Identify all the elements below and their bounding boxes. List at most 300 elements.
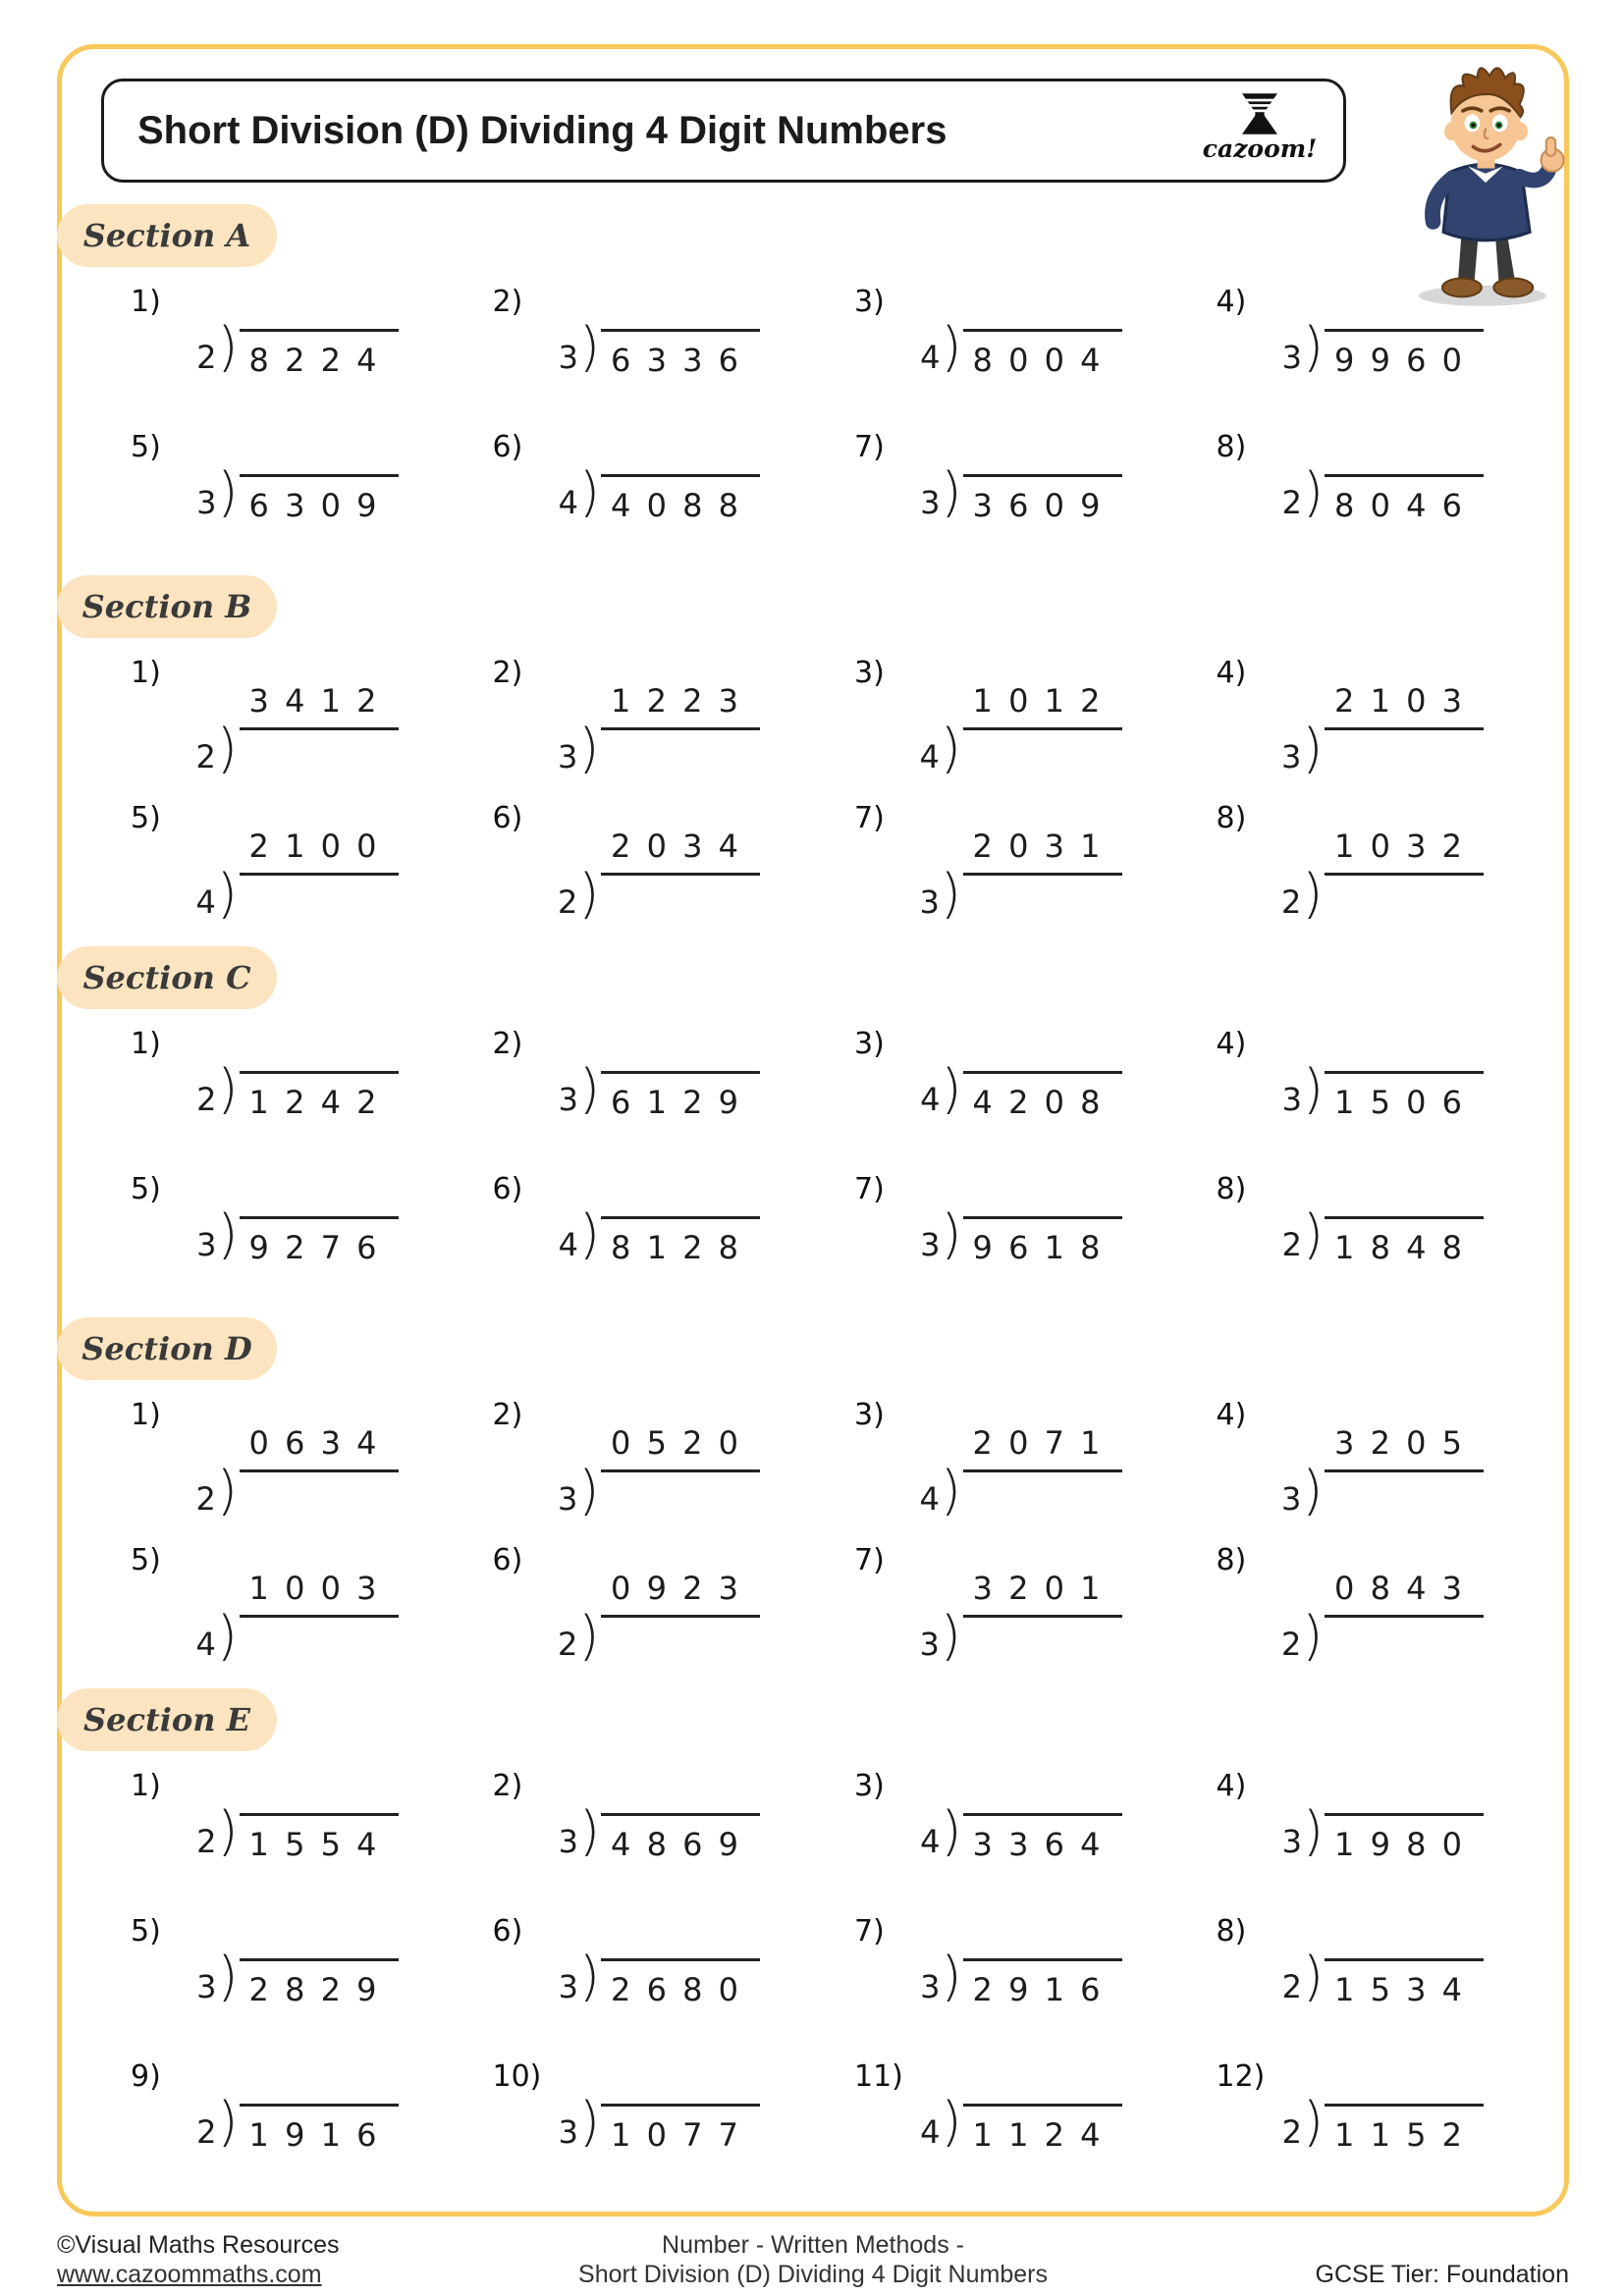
answer-space bbox=[600, 1618, 753, 1665]
division-bracket: ) bbox=[216, 1460, 238, 1522]
division-problem bbox=[91, 801, 454, 925]
division-problem bbox=[454, 656, 816, 779]
dividend: 1 5 5 4 bbox=[248, 1826, 377, 1863]
short-division bbox=[196, 682, 399, 777]
division-problem bbox=[91, 1398, 454, 1522]
problem-number: 8) bbox=[1216, 1543, 1247, 1577]
dividend-area bbox=[240, 1071, 399, 1121]
division-bracket: ) bbox=[1302, 1605, 1324, 1667]
problem-number: 3) bbox=[854, 1769, 885, 1803]
dividend: 3 6 0 9 bbox=[972, 487, 1101, 524]
quotient-row bbox=[601, 1424, 760, 1472]
quotient: 3 2 0 5 bbox=[1334, 1424, 1462, 1462]
dividend-area bbox=[240, 1813, 399, 1863]
divisor: 3 bbox=[1281, 1480, 1302, 1518]
problem-number: 5) bbox=[131, 1543, 161, 1577]
short-division bbox=[196, 1203, 398, 1266]
division-problem bbox=[454, 1398, 816, 1522]
division-bracket: ) bbox=[1302, 863, 1324, 925]
sections-container bbox=[62, 204, 1564, 2183]
division-bracket: ) bbox=[578, 1946, 601, 2007]
answer-space bbox=[239, 730, 392, 777]
problem-number: 1) bbox=[131, 656, 161, 690]
short-division bbox=[920, 828, 1122, 923]
problem-number: 1) bbox=[131, 1027, 161, 1061]
division-problem bbox=[91, 1769, 454, 1893]
division-problem bbox=[815, 1027, 1177, 1150]
division-bracket: ) bbox=[217, 2091, 239, 2153]
worksheet-title-box bbox=[101, 79, 1346, 183]
dividend: 6 1 2 9 bbox=[611, 1084, 738, 1121]
short-division bbox=[1281, 828, 1484, 923]
dividend-area bbox=[601, 2104, 760, 2154]
division-problem bbox=[815, 656, 1177, 779]
division-problem bbox=[1177, 656, 1540, 779]
dividend-area bbox=[240, 1216, 399, 1266]
division-bracket: ) bbox=[941, 2091, 962, 2153]
problem-number: 2) bbox=[492, 1769, 523, 1803]
dividend-area bbox=[240, 1958, 399, 2008]
problem-number: 6) bbox=[492, 1914, 523, 1949]
section-title: Section D bbox=[81, 1330, 252, 1367]
answer-space bbox=[600, 730, 753, 777]
page-title: Short Division (D) Dividing 4 Digit Numbers bbox=[137, 109, 947, 152]
problem-number: 4) bbox=[1216, 1398, 1247, 1432]
division-bracket: ) bbox=[941, 316, 962, 378]
quotient-row bbox=[240, 682, 399, 730]
worksheet-section bbox=[62, 575, 1564, 925]
divisor: 3 bbox=[920, 1226, 941, 1263]
divisor: 2 bbox=[1281, 484, 1302, 521]
division-bracket: ) bbox=[578, 1800, 601, 1862]
division-bracket: ) bbox=[578, 1058, 601, 1120]
short-division bbox=[920, 1800, 1121, 1863]
dividend-area bbox=[1325, 1216, 1484, 1266]
answer-space bbox=[239, 876, 392, 923]
division-bracket: ) bbox=[217, 461, 239, 523]
dividend-area bbox=[963, 329, 1122, 379]
dividend-area bbox=[601, 1216, 760, 1266]
dividend: 1 1 5 2 bbox=[1334, 2116, 1462, 2154]
dividend-area bbox=[240, 329, 399, 379]
division-problem bbox=[815, 801, 1177, 925]
division-problem bbox=[454, 1914, 816, 2038]
problem-number: 6) bbox=[492, 801, 523, 835]
divisor: 3 bbox=[1281, 1823, 1302, 1860]
dividend-area bbox=[601, 1071, 760, 1121]
divisor: 3 bbox=[920, 1968, 941, 2005]
dividend: 6 3 0 9 bbox=[248, 487, 377, 524]
section-title: Section E bbox=[82, 1701, 251, 1738]
divisor: 3 bbox=[919, 883, 940, 921]
quotient-row bbox=[601, 828, 760, 876]
dividend-area bbox=[240, 474, 399, 524]
division-bracket: ) bbox=[1302, 1946, 1325, 2007]
short-division bbox=[196, 828, 399, 923]
dividend: 1 5 3 4 bbox=[1334, 1971, 1462, 2008]
short-division bbox=[558, 828, 760, 923]
dividend-area bbox=[1325, 1958, 1484, 2008]
divisor: 3 bbox=[919, 1626, 940, 1663]
problem-number: 3) bbox=[854, 1027, 885, 1061]
divisor: 4 bbox=[919, 738, 940, 775]
answer-space bbox=[962, 876, 1115, 923]
division-problem bbox=[454, 1027, 816, 1150]
division-problem bbox=[454, 1543, 816, 1667]
short-division bbox=[1281, 2091, 1484, 2154]
dividend: 1 9 8 0 bbox=[1334, 1826, 1462, 1863]
footer bbox=[57, 2230, 1569, 2289]
problem-number: 5) bbox=[131, 1172, 161, 1206]
division-problem bbox=[454, 430, 816, 554]
divisor: 4 bbox=[920, 1081, 941, 1118]
division-bracket: ) bbox=[1302, 718, 1324, 779]
division-problem bbox=[91, 1543, 454, 1667]
short-division bbox=[920, 2091, 1121, 2154]
short-division bbox=[558, 1570, 760, 1665]
dividend: 8 0 0 4 bbox=[972, 342, 1101, 379]
dividend: 1 5 0 6 bbox=[1334, 1084, 1462, 1121]
short-division bbox=[1281, 1203, 1484, 1266]
gcse-tier-label: GCSE Tier: Foundation bbox=[1315, 2261, 1569, 2288]
divisor: 3 bbox=[920, 484, 941, 521]
divisor: 4 bbox=[558, 1226, 578, 1263]
worksheet-section bbox=[62, 204, 1564, 554]
quotient-row bbox=[601, 682, 760, 730]
short-division bbox=[1281, 1800, 1484, 1863]
divisor: 3 bbox=[558, 2113, 578, 2151]
short-division bbox=[196, 1800, 398, 1863]
dividend-area bbox=[240, 2104, 399, 2154]
problem-number: 6) bbox=[492, 1172, 523, 1206]
quotient: 1 2 2 3 bbox=[611, 682, 738, 720]
division-problem bbox=[454, 1172, 816, 1296]
division-bracket: ) bbox=[217, 1800, 239, 1862]
dividend-area bbox=[963, 1216, 1122, 1266]
short-division bbox=[1281, 1946, 1484, 2008]
section-title: Section B bbox=[81, 588, 252, 625]
short-division bbox=[920, 1424, 1122, 1520]
division-problem bbox=[91, 1914, 454, 2038]
division-problem bbox=[1177, 1769, 1540, 1893]
division-bracket: ) bbox=[940, 863, 961, 925]
short-division bbox=[558, 1946, 760, 2008]
dividend-area bbox=[963, 1813, 1122, 1863]
problems-grid bbox=[62, 638, 1564, 925]
division-problem bbox=[454, 801, 816, 925]
problem-number: 1) bbox=[131, 1769, 161, 1803]
division-problem bbox=[91, 285, 454, 408]
quotient: 2 0 3 1 bbox=[972, 828, 1101, 865]
quotient-row bbox=[1325, 1424, 1484, 1472]
division-bracket: ) bbox=[578, 718, 600, 779]
problem-number: 8) bbox=[1216, 1172, 1247, 1206]
quotient-row bbox=[601, 1570, 760, 1618]
problems-grid bbox=[62, 1009, 1564, 1296]
quotient: 1 0 3 2 bbox=[1334, 828, 1462, 865]
short-division bbox=[196, 316, 398, 379]
short-division bbox=[920, 461, 1121, 524]
division-bracket: ) bbox=[578, 1460, 600, 1522]
problem-number: 8) bbox=[1216, 801, 1247, 835]
division-problem bbox=[815, 1172, 1177, 1296]
divisor: 2 bbox=[1281, 2113, 1302, 2151]
short-division bbox=[920, 1570, 1122, 1665]
problem-number: 1) bbox=[131, 285, 161, 319]
short-division bbox=[558, 1203, 760, 1266]
short-division bbox=[558, 1800, 760, 1863]
quotient-row bbox=[240, 1570, 399, 1618]
problem-number: 2) bbox=[492, 285, 523, 319]
division-problem bbox=[454, 285, 816, 408]
division-problem bbox=[91, 430, 454, 554]
quotient: 2 1 0 0 bbox=[248, 828, 377, 865]
answer-space bbox=[600, 876, 753, 923]
dividend: 4 0 8 8 bbox=[611, 487, 738, 524]
divisor: 2 bbox=[196, 2113, 217, 2151]
problem-number: 2) bbox=[492, 656, 523, 690]
dividend-area bbox=[963, 1071, 1122, 1121]
worksheet-section bbox=[62, 1317, 1564, 1667]
answer-space bbox=[239, 1472, 392, 1520]
dividend: 9 9 6 0 bbox=[1334, 342, 1462, 379]
problem-number: 8) bbox=[1216, 430, 1247, 464]
answer-space bbox=[1324, 1618, 1477, 1665]
divisor: 2 bbox=[195, 1480, 216, 1518]
short-division bbox=[196, 2091, 398, 2154]
quotient: 2 0 3 4 bbox=[611, 828, 738, 865]
answer-space bbox=[962, 1472, 1115, 1520]
short-division bbox=[196, 1424, 399, 1520]
dividend-area bbox=[601, 1958, 760, 2008]
short-division bbox=[558, 1058, 760, 1121]
division-problem bbox=[454, 2059, 816, 2183]
division-bracket: ) bbox=[578, 316, 601, 378]
short-division bbox=[558, 682, 760, 777]
problem-number: 11) bbox=[854, 2059, 903, 2094]
division-problem bbox=[1177, 2059, 1540, 2183]
division-bracket: ) bbox=[578, 1203, 601, 1265]
divisor: 4 bbox=[919, 1480, 940, 1518]
division-bracket: ) bbox=[578, 863, 600, 925]
problems-grid bbox=[62, 1751, 1564, 2183]
dividend-area bbox=[963, 474, 1122, 524]
divisor: 2 bbox=[196, 1081, 217, 1118]
problem-number: 8) bbox=[1216, 1914, 1247, 1949]
division-bracket: ) bbox=[578, 461, 601, 523]
divisor: 3 bbox=[558, 738, 578, 775]
footer-topic-line2: Short Division (D) Dividing 4 Digit Numbers bbox=[578, 2261, 1048, 2288]
division-problem bbox=[815, 1398, 1177, 1522]
division-problem bbox=[1177, 1027, 1540, 1150]
division-problem bbox=[1177, 1914, 1540, 2038]
divisor: 3 bbox=[558, 339, 578, 376]
dividend: 4 8 6 9 bbox=[611, 1826, 738, 1863]
answer-space bbox=[1324, 876, 1477, 923]
quotient: 2 0 7 1 bbox=[972, 1424, 1101, 1462]
dividend: 1 0 7 7 bbox=[611, 2116, 738, 2154]
short-division bbox=[1281, 461, 1484, 524]
division-bracket: ) bbox=[1302, 316, 1325, 378]
short-division bbox=[920, 1203, 1121, 1266]
problem-number: 1) bbox=[131, 1398, 161, 1432]
division-problem bbox=[815, 1769, 1177, 1893]
dividend-area bbox=[963, 2104, 1122, 2154]
dividend: 4 2 0 8 bbox=[972, 1084, 1101, 1121]
quotient: 2 1 0 3 bbox=[1334, 682, 1462, 720]
answer-space bbox=[962, 730, 1115, 777]
dividend: 1 8 4 8 bbox=[1334, 1229, 1462, 1266]
problem-number: 4) bbox=[1216, 1769, 1247, 1803]
division-bracket: ) bbox=[1302, 461, 1325, 523]
short-division bbox=[558, 461, 760, 524]
divisor: 4 bbox=[920, 2113, 941, 2151]
quotient-row bbox=[963, 1424, 1122, 1472]
divisor: 3 bbox=[558, 1081, 578, 1118]
short-division bbox=[920, 1946, 1121, 2008]
division-problem bbox=[815, 1543, 1177, 1667]
division-bracket: ) bbox=[216, 718, 238, 779]
quotient: 3 2 0 1 bbox=[972, 1570, 1101, 1607]
dividend: 1 2 4 2 bbox=[248, 1084, 377, 1121]
problem-number: 4) bbox=[1216, 1027, 1247, 1061]
quotient: 0 8 4 3 bbox=[1334, 1570, 1462, 1607]
divisor: 3 bbox=[1281, 1081, 1302, 1118]
dividend-area bbox=[601, 1813, 760, 1863]
dividend: 2 6 8 0 bbox=[611, 1971, 738, 2008]
worksheet-section bbox=[62, 946, 1564, 1296]
division-problem bbox=[1177, 801, 1540, 925]
answer-space bbox=[1324, 730, 1477, 777]
section-header bbox=[57, 575, 277, 638]
division-bracket: ) bbox=[216, 1605, 238, 1667]
short-division bbox=[1281, 682, 1484, 777]
division-bracket: ) bbox=[217, 316, 239, 378]
problem-number: 7) bbox=[854, 1172, 885, 1206]
problem-number: 6) bbox=[492, 430, 523, 464]
short-division bbox=[196, 461, 398, 524]
quotient: 1 0 0 3 bbox=[248, 1570, 377, 1607]
problem-number: 5) bbox=[131, 801, 161, 835]
divisor: 2 bbox=[1281, 1626, 1302, 1663]
dividend: 9 2 7 6 bbox=[248, 1229, 377, 1266]
problem-number: 10) bbox=[492, 2059, 542, 2094]
short-division bbox=[558, 2091, 760, 2154]
dividend: 9 6 1 8 bbox=[972, 1229, 1101, 1266]
division-bracket: ) bbox=[578, 2091, 601, 2153]
dividend-area bbox=[1325, 1813, 1484, 1863]
division-problem bbox=[91, 1027, 454, 1150]
problem-number: 3) bbox=[854, 1398, 885, 1432]
division-problem bbox=[1177, 430, 1540, 554]
problem-number: 4) bbox=[1216, 656, 1247, 690]
division-bracket: ) bbox=[940, 1460, 961, 1522]
section-header bbox=[57, 1317, 277, 1380]
division-bracket: ) bbox=[940, 1605, 961, 1667]
problem-number: 5) bbox=[131, 1914, 161, 1949]
division-bracket: ) bbox=[217, 1946, 239, 2007]
division-bracket: ) bbox=[578, 1605, 600, 1667]
problems-grid bbox=[62, 1380, 1564, 1667]
problem-number: 12) bbox=[1216, 2059, 1266, 2094]
division-problem bbox=[815, 2059, 1177, 2183]
problem-number: 7) bbox=[854, 1543, 885, 1577]
division-problem bbox=[815, 1914, 1177, 2038]
dividend-area bbox=[963, 1958, 1122, 2008]
quotient-row bbox=[1325, 828, 1484, 876]
answer-space bbox=[600, 1472, 753, 1520]
quotient-row bbox=[1325, 1570, 1484, 1618]
dividend: 2 9 1 6 bbox=[972, 1971, 1101, 2008]
copyright-text: ©Visual Maths Resources bbox=[57, 2231, 340, 2259]
problem-number: 9) bbox=[131, 2059, 161, 2094]
short-division bbox=[1281, 1058, 1484, 1121]
divisor: 2 bbox=[1281, 1968, 1302, 2005]
dividend-area bbox=[601, 474, 760, 524]
dividend-area bbox=[601, 329, 760, 379]
quotient-row bbox=[1325, 682, 1484, 730]
website-link[interactable]: www.cazoommaths.com bbox=[57, 2261, 322, 2288]
section-title: Section A bbox=[82, 217, 251, 254]
dividend: 8 0 4 6 bbox=[1334, 487, 1462, 524]
worksheet-border-frame bbox=[57, 44, 1569, 2216]
short-division bbox=[1281, 316, 1484, 379]
division-bracket: ) bbox=[1302, 1800, 1325, 1862]
dividend: 8 2 2 4 bbox=[248, 342, 377, 379]
divisor: 3 bbox=[196, 484, 217, 521]
problem-number: 7) bbox=[854, 430, 885, 464]
dividend-area bbox=[1325, 329, 1484, 379]
divisor: 3 bbox=[558, 1823, 578, 1860]
dividend: 6 3 3 6 bbox=[611, 342, 738, 379]
problem-number: 7) bbox=[854, 801, 885, 835]
dividend: 1 9 1 6 bbox=[248, 2116, 377, 2154]
division-bracket: ) bbox=[1302, 2091, 1325, 2153]
division-bracket: ) bbox=[217, 1203, 239, 1265]
section-header bbox=[57, 1688, 277, 1751]
quotient: 0 5 2 0 bbox=[611, 1424, 738, 1462]
quotient: 3 4 1 2 bbox=[248, 682, 377, 720]
dividend: 1 1 2 4 bbox=[972, 2116, 1101, 2154]
division-bracket: ) bbox=[940, 718, 961, 779]
divisor: 2 bbox=[1281, 1226, 1302, 1263]
division-bracket: ) bbox=[941, 1058, 962, 1120]
mascot-boy-illustration bbox=[1398, 51, 1573, 308]
short-division bbox=[196, 1570, 399, 1665]
divisor: 4 bbox=[195, 1626, 216, 1663]
answer-space bbox=[1324, 1472, 1477, 1520]
division-bracket: ) bbox=[941, 1800, 962, 1862]
divisor: 2 bbox=[195, 738, 216, 775]
dividend: 2 8 2 9 bbox=[248, 1971, 377, 2008]
division-problem bbox=[91, 1172, 454, 1296]
dividend-area bbox=[1325, 474, 1484, 524]
divisor: 2 bbox=[1281, 883, 1302, 921]
divisor: 2 bbox=[196, 339, 217, 376]
division-bracket: ) bbox=[1302, 1203, 1325, 1265]
problem-number: 2) bbox=[492, 1398, 523, 1432]
divisor: 2 bbox=[558, 1626, 578, 1663]
problem-number: 2) bbox=[492, 1027, 523, 1061]
quotient-row bbox=[963, 1570, 1122, 1618]
division-bracket: ) bbox=[216, 863, 238, 925]
section-header bbox=[57, 204, 277, 267]
quotient: 1 0 1 2 bbox=[972, 682, 1101, 720]
short-division bbox=[1281, 1424, 1484, 1520]
division-problem bbox=[1177, 1543, 1540, 1667]
division-bracket: ) bbox=[941, 1946, 962, 2007]
divisor: 3 bbox=[1281, 738, 1302, 775]
